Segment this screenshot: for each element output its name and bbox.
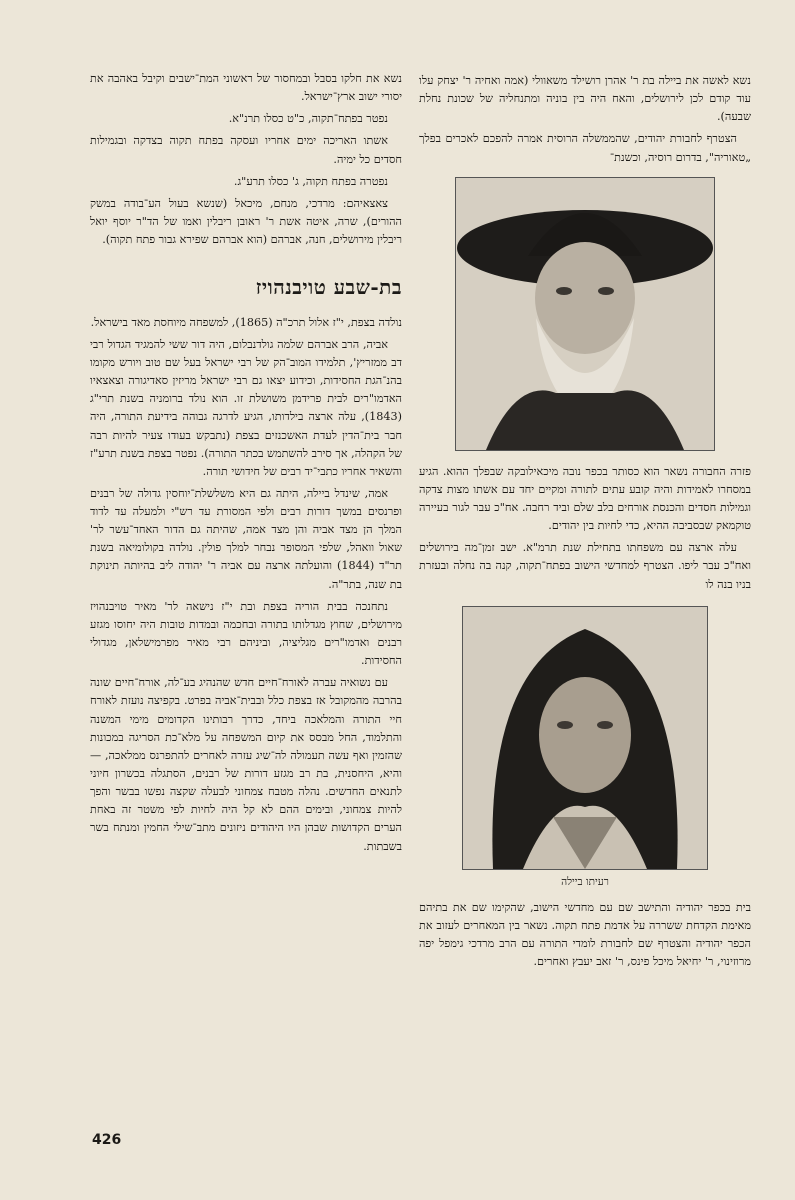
paragraph: בית בכפר יהודיה והתישב שם עם מחדשי הישוב, שהקימו שם את בתיהם מאימת הקדחת ששררה על אדמת פתח תקוה. נשאר בין המאחרים לעזוב את הכפר יהודיה והצטרף שם לחבורת לומדי התורה עם הרב מרדכי גימפל יפה מרוזינוי, ר' יחיאל מיכל פינס, ר' זאב יעבץ ואחרים. (419, 900, 751, 969)
paragraph: אשתו האריכה ימים אחריו ועסקה בפתח תקוה בצדקה ובגמילות חסדים כל ימיה. (90, 134, 402, 166)
portrait-photo-woman (462, 606, 708, 870)
paragraph: פזרה החבורה נשאר הוא כסותר בכפר נובה מיכאילובקה שבפלך ההוא. הגיע במסחרו לאמידות והיה קובע עתים לתורה ומקיים יחד עם אשתו מצות צדקה וגמילות חסדים והכנסת אורחים בלב שלם וביד רחבה. אח"כ עבר לגור בעיירה טוקמאק שבסביבה ההיא, כדי לחיות בין יהודים. (419, 464, 751, 533)
left-column (90, 70, 402, 860)
paragraph: נולדה בצפת, י"ז אלול תרכ"ה (1865), למשפחה מיוחסת מאד בישראל. (90, 315, 402, 329)
paragraph: הצטרף לחבורת יהודים, שהממשלה הרוסית אמרה להפכם לאכרים בפלך „טאוריה", בדרום רוסיה, וכשנת־ (419, 132, 751, 164)
paragraph: אביה, הרב אברהם שלמה גולדנבלום, היה דור ששי להמגיד הגדול רבי דב ממזריץ', תלמידו המוב־הק של רבי ישראל בעל שם טוב ויורש מקומו בהנ־הגת החסידות, וכידוע יצאו גם רבי ישראל מריזין סאדיגורה וצאצאיו האדמו"רים לבית פרידמן משושלת זו. הוא נולד ברומניה בשנת תרי"ג (1843), עלה ארצה בילדותו, הגיע לדרגה גבוהה בידיעת התורה, היה חבר בית־הדין לעדת האשכנזים בצפת (נתבקש בעודו צעיר להיות רבה של הקהלה, אך סירב להשתמש בכתר התורה). נפטר בצפת בשנת תרע"ז והשאיר אחריו כתבי־יד רבים של חידושי תורה. (90, 337, 402, 478)
right-column (419, 72, 751, 975)
photo-caption: רעיתו ביילה (561, 875, 609, 888)
paragraph: עם נשואיה עברה לאורח־חיים חדש שהנהיג בע־לה, אורח־חיים שונה בהרבה מהמקובל אז בצפת כלל ובבית־אביה בפרט. בקפיצה נועזת לאורח חיי התורה והמלאכה ביחד, כדרך רבותינו הקדומים מימי המשנה והתלמוד, החל מבסס את קיום המשפחה על מלא־כת הסריגה במכונות שהזמין ואף עשה תעמולה לה־שיג עזרה לאחרים להתפרנס ממלאכה, — והיא, היחסנית, בת רב מגזע דורות של רבנים, הסתגלה בכשרון חיוני לתנאים החדשים. נהלה מטבח צמחוני לבעלה שקצה נפשו בבשר והפך להיות צמחוני, ובימים ההם לא קל היה לחיות לפי משטר זה באחת הערים הקדושות שבהן היו היהודים ניזונים מתב־שילי החמין ומנתח בשר בשבתות. (90, 676, 402, 853)
portrait-woman-image (463, 607, 707, 869)
paragraph: אמה, שינדל ביילה, היתה גם היא משלשלת־יוחסין גדולה של רבנים ופרנסים במשך דורות רבים ולפי המסורת עד רש"י ולמעלה עד לדוד המלך הן מצד אביה והן מצד אמה, שהיתה גם הדור האחד־עשר לר' שאול וואהל, שלפי המסופר נבחר למלך פולין. נולדה בקולומיאה בשנת תר"ד (1844) והועלתה ארצה עם אביה ר' יהודה ליב בהיותה תינוקת בת שנה, בתר"ה. (90, 486, 402, 591)
paragraph: עלה ארצה עם משפחתו בתחילת שנת תרמ"א. ישב זמן־מה בירושלים ואח"כ עבר ליפו. הצטרף למחדשי הישוב בפתח־תקוה, קנה בה נחלה ובעזרת בניו בנה לו (419, 541, 751, 591)
paragraph: נשא לאשה את ביילה בת ר' אהרן רושילד משאוולי (אמה ואחיה ר' יצחק עלו עוד קודם לכן לירושלים, והאח היה בין בוניה ומתנחליה של שכונת נחלת שבעה). (419, 74, 751, 124)
paragraph: נפטר בפתח־תקוה, כ"ט כסלו תרנ"א. (228, 112, 388, 126)
paragraph: נשא את חלקו בסבל ובמחסור של ראשוני המת־ישבים וקיבל באהבה את יסורי ישוב ארץ־ישראל. (90, 72, 402, 104)
page-number: 426 (92, 1132, 122, 1148)
portrait-man-image (456, 178, 714, 450)
section-heading: בת-שבע טויבנהויז (255, 275, 402, 300)
paragraph: נפטרה בפתח תקוה, ג' כסלו תרע"ג. (233, 174, 388, 188)
portrait-photo-man (455, 177, 715, 451)
paragraph: נתחנכה בבית הוריה בצפת ובת י"ז נישאה לר' מאיר טויבנהויז מירושלים, שחוץ מגדלותו בתורה ובחכמה ובמדות טובות היה יחוסו מגזע רבנים ואדמו"רים מגליציה, וביניהם רבי מאיר מפרמישלאן, מגדולי החסידות. (90, 599, 402, 668)
paragraph: צאצאיהם: מרדכי, מנחם, מיכאל (שנשא בעול הע־בודה במשק ההורים), שרה, איטה אשת ר' ראובן ריבלין ואמו של הד"ר יוסף יואל ריבלין מירושלים, חנה, אברהם (הוא אברהם שפירא גבור פתח תקוה). (90, 196, 402, 247)
